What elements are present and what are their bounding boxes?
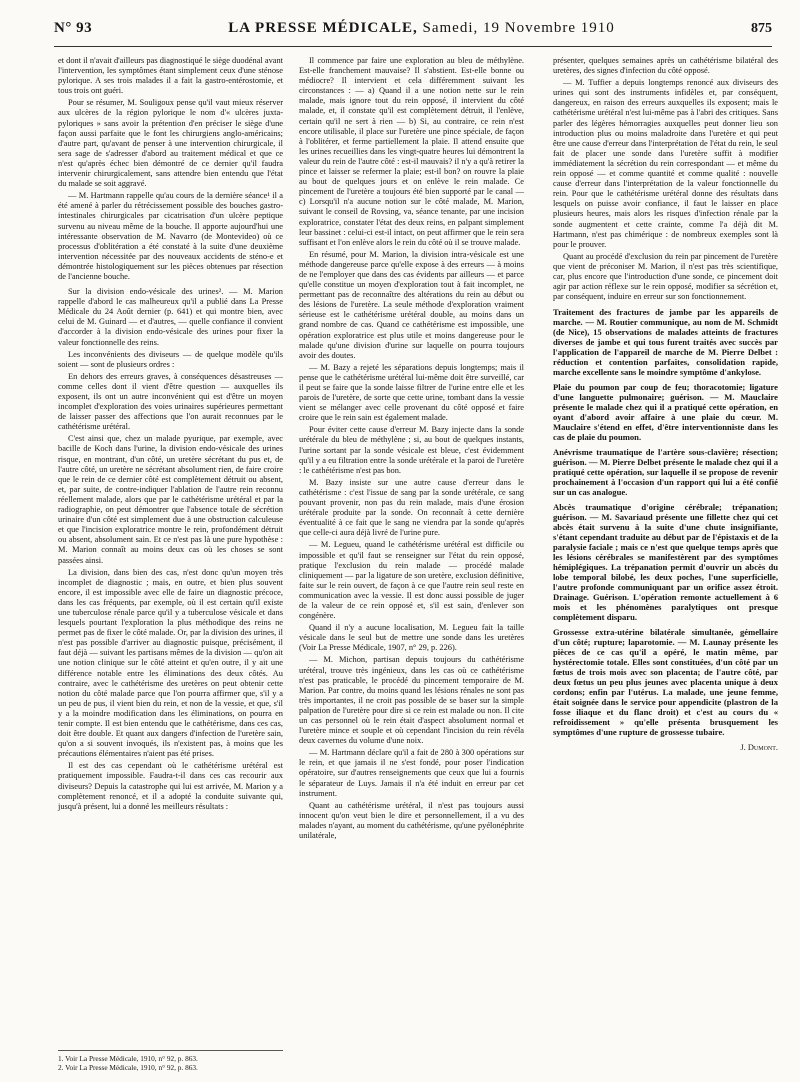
- column-1: [58, 56, 283, 814]
- footnotes: [58, 1050, 283, 1072]
- paragraph: — M. Hartmann rappelle qu'au cours de la dernière séance¹ il a été amené à parler du rétrécissement possible des bouches gastro-intestinales chirurgicales par cicatrisation d'un ulcère peptique survenu au niveau même de la bouche. Il apporte aujourd'hui une intéressante observation de M. Navarro (de Montevideo) où ce processus d'oblitération a été constaté à la suite d'une deuxième intervention nécessitée par des nouveaux accidents de sténo-e et démontrée histologiquement sur les pièces obtenues par résection de l'ancienne bouche.: [58, 191, 283, 281]
- paragraph: Pour se résumer, M. Souligoux pense qu'il vaut mieux réserver aux ulcères de la région pylorique le nom d'« ulcères juxta-pyloriques » sans avoir la prétention d'en préciser le siège d'une façon aussi parfaite que le font les chirurgiens anglo-américains; d'autre part, qu'avant de penser à une intervention chirurgicale, il sera sage de s'adresser d'abord au traitement médical et que ce n'est qu'après échec bien démontré de ce dernier qu'il faudra intervenir chirurgicalement, sans attendre bien entendu que l'état du malade se soit aggravé.: [58, 98, 283, 189]
- paragraph: et dont il n'avait d'ailleurs pas diagnostiqué le siège duodénal avant l'intervention, les symptômes étant simplement ceux d'une sténose pylorique. A ses trois malades il a fait la gastro-entérostomie, et tous trois ont guéri.: [58, 56, 283, 96]
- issue-number: N° 93: [54, 20, 93, 36]
- paragraph: Quant au procédé d'exclusion du rein par pincement de l'uretère que vient de préconiser M. Marion, il n'est pas très scientifique, car, plus encore que l'introduction d'une sonde, ce pincement doit agir par action réflexe sur le rein opposé, modifier sa sécrétion et, par conséquent, induire en erreur sur son fonctionnement.: [553, 251, 778, 302]
- paragraph: En résumé, pour M. Marion, la division intra-vésicale est une méthode dangereuse parce qu'elle expose à des erreurs — à moins de ne l'employer que dans des cas évidents par ailleurs — et parce qu'elle constitue un moyen d'exploration tout à fait incomplet, ne permettant pas de reconnaître des altérations du rein au début ou des lésions de l'uretère. La seule méthode d'exploration vraiment sérieuse est le cathétérisme urétéral double, au moins dans un grand nombre de cas. Quand ce cathétérisme est impossible, une opération exploratrice est plus utile et moins dangereuse pour le malade qu'une division d'urine sur laquelle on pourra toujours avoir des doutes.: [299, 249, 524, 360]
- footnote: 2. Voir La Presse Médicale, 1910, n° 92, p. 863.: [58, 1063, 198, 1072]
- page-header: [54, 20, 772, 47]
- paragraph: M. Bazy insiste sur une autre cause d'erreur dans le cathétérisme : c'est l'issue de sang par la sonde urétérale, ce sang pouvant provenir, non pas du rein malade, mais d'une érosion urétérale produite par la sonde. On reconnaît à cette dernière éventualité à ce fait que le sang ne viendra par la sonde qu'après que celle-ci aura déjà livré de l'urine pure.: [299, 477, 524, 538]
- paragraph: Pour éviter cette cause d'erreur M. Bazy injecte dans la sonde urétérale du bleu de méthylène ; si, au bout de quelques instants, l'urine sortant par la sonde vésicale est bleue, c'est évidemment qu'il y a eu filtration entre la sonde urétérale et la paroi de l'uretère : le cathétérisme n'est pas bon.: [299, 425, 524, 475]
- section-paragraph: Plaie du poumon par coup de feu; thoracotomie; ligature d'une languette pulmonaire; guérison. — M. Mauclaire présente le malade chez qui il a pratiqué cette opération, en oyant d'abord avoir affaire à une plaie du cœur. M. Mauclaire s'étend en effet, d'être interventionniste dans les cas de plaie du poumon.: [553, 382, 778, 443]
- paragraph: — M. Michon, partisan depuis toujours du cathétérisme urétéral, trouve très ingénieux, dans les cas où ce cathétérisme n'est pas praticable, le procédé du pincement temporaire de M. Marion. Par contre, du moins quand les lésions rénales ne sont pas très importantes, il ne croit pas possible de se baser sur la simple palpation de l'uretère pour dire si ce rein est malade ou non. Il cite un cas personnel où le rein était d'aspect absolument normal et l'uretère mince et souple et où cependant l'incision du rein révéla deux cavernes du volume d'une noix.: [299, 655, 524, 746]
- section-paragraph: Sur la division endo-vésicale des urines². — M. Marion rappelle d'abord le cas malheureux qu'il a publié dans La Presse Médicale du 24 Août dernier (p. 641) et qui montre bien, avec celui de M. Guinard — et d'autres, — quelle confiance il convient d'accorder à la division endo-vésicale des urines pour fixer la valeur fonctionnelle des reins.: [58, 287, 283, 347]
- paragraph: Quand il n'y a aucune localisation, M. Legueu fait la taille vésicale dans le seul but de mettre une sonde dans les uretères (Voir La Presse Médicale, 1907, n° 29, p. 226).: [299, 623, 524, 653]
- section-paragraph: Traitement des fractures de jambe par les appareils de marche. — M. Routier communique, au nom de M. Schmidt (de Nice), 15 observations de malades atteints de fractures diverses de jambe et qui tous furent traités avec succès par l'application de l'appareil de marche de M. Pierre Delbet : réduction et contention parfaites, consolidation rapide, marche excellente sans le moindre symptôme d'ankylose.: [553, 307, 778, 378]
- page-number: 875: [751, 21, 772, 36]
- section-paragraph: Abcès traumatique d'origine cérébrale; trépanation; guérison. — M. Savariaud présente une fillette chez qui cet abcès était survenu à la suite d'une chute insignifiante, s'étant cependant traduite au début par de l'épistaxis et de la paralysie faciale ; mais ce n'est que quelque temps après que les lésions cérébrales se manifestèrent par des symptômes hémiplégiques. La trépanation permit d'ouvrir un abcès du lobe temporal bilobé, les deux poches, l'une superficielle, l'autre profonde communiquant par un orifice assez étroit. Drainage. Guérison. L'opération remonte actuellement à 6 mois et les phénomènes paralytiques ont presque complètement disparu.: [553, 502, 778, 623]
- paragraph: Il est des cas cependant où le cathétérisme urétéral est pratiquement impossible. Faudra-t-il dans ces cas recourir aux diviseurs? Depuis la catastrophe qui lui est arrivée, M. Marion y a complètement renoncé, et il a adopté la conduite suivante qui, jusqu'à présent, lui a donné les meilleurs résultats :: [58, 761, 283, 811]
- issue-date: Samedi, 19 Novembre 1910: [422, 20, 615, 36]
- paragraph: — M. Legueu, quand le cathétérisme urétéral est difficile ou impossible et qu'il faut se renseigner sur l'état du rein opposé, pratique l'exclusion du rein malade — procédé malade cliniquement — par la ligature de son uretère, exclusion définitive, faite sur le rein ouvert, de façon à ce que l'autre rein seul reste en communication avec la vessie. Il est donc aussi possible de juger de la valeur de ce rein opposé et, s'il est sain, d'enlever son congénère.: [299, 540, 524, 621]
- footnote: 1. Voir La Presse Médicale, 1910, n° 92, p. 863.: [58, 1054, 198, 1063]
- column-3: [553, 56, 778, 753]
- paragraph: Les inconvénients des diviseurs — de quelque modèle qu'ils soient — sont de plusieurs ordres :: [58, 349, 283, 369]
- paragraph: La division, dans bien des cas, n'est donc qu'un moyen très incomplet de diagnostic ; mais, en outre, et bien plus souvent encore, il est impossible avec elle de faire un diagnostic précoce, dans les cas fréquents, par exemple, où il est certain qu'il existe une tuberculose rénale parce qu'il y a tuberculose vésicale et dans lesquels pourtant l'exploration la plus méthodique des reins ne permet pas de fixer le côté malade. Or, par la division des urines, il n'est pas possible d'arriver au diagnostic puisque, précisément, il faut déjà — suivant les partisans mêmes de la division — qu'on ait une notion clinique sur le côté atteint et qu'en outre, il y ait une différence notable entre les éliminations des deux côtés. Au contraire, avec le cathétérisme des uretères on peut obtenir cette notion du côté malade parce que l'on pourra affirmer que, s'il y a un peu de pus, il vient bien du rein, et non de la vessie, et que, s'il y a la moindre modification dans les éliminations, on pourra en tenir compte. Il est bien entendu que le cathétérisme, dans ces cas, doit être double. Et quant aux dangers d'infection de l'uretère sain, qu'on a si souvent invoqués, ils n'existent pas, à moins que les précautions élémentaires n'aient pas été prises.: [58, 567, 283, 759]
- paragraph: — M. Tuffier a depuis longtemps renoncé aux diviseurs des urines qui sont des instruments infidèles et, par conséquent, dangereux, en raison des erreurs auxquelles ils exposent; mais le cathétérisme urétéral n'est lui-même pas à l'abri des critiques. Sans parler des légères hémorragies auxquelles peut donner lieu son introduction plus ou moins maladroite dans l'uretère et qui peut être une cause d'erreur dans l'interprétation de l'état du rein, le seul fait de placer une sonde dans l'uretère suffit à modifier immédiatement la sécrétion du rein correspondant — et même du rein opposé — et comme quantité et comme qualité : nouvelle cause d'erreur dans l'interprétation de la valeur fonctionnelle du rein. Pour que le cathétérisme urétéral donne des résultats dans lesquels on puisse avoir confiance, il faut le laisser en place plusieurs heures, mais alors les risques d'infection rénale par la sonde augmentent et cette crainte, comme l'a déjà dit M. Hartmann, n'est pas chimérique : de nombreux exemples sont là pour le prouver.: [553, 78, 778, 249]
- author-signature: J. Dumont.: [740, 743, 778, 753]
- section-paragraph: Grossesse extra-utérine bilatérale simultanée, gémellaire d'un côté; rupture; laparotomie. — M. Launay présente les pièces de ce cas qu'il a opéré, le matin même, par hystérectomie totale. Elles sont constituées, d'un côté par un fœtus de trois mois avec son placenta; de l'autre côté, par deux fœtus un peu plus jeunes avec placenta unique à deux cordons; enfin par l'utérus. La malade, une jeune femme, était soignée dans le service pour appendicite (plastron de la fosse iliaque et du flanc droit) et c'est au cours du « refroidissement » qu'elle présenta brusquement les symptômes d'une rupture de grossesse tubaire.: [553, 627, 778, 738]
- paragraph: présenter, quelques semaines après un cathétérisme bilatéral des uretères, des signes d'infection du côté opposé.: [553, 56, 778, 76]
- paragraph: C'est ainsi que, chez un malade pyurique, par exemple, avec bacille de Koch dans l'urine, la division endo-vésicale des urines risque, en montrant, d'un côté, un uretère sécrétant du pus et, de l'autre côté, un uretère ne sécrétant absolument rien, de faire croire que le rein de ce dernier côté est complètement détruit ou absent, et, par suite, de contre-indiquer l'ablation de l'autre rein reconnu réellement malade, alors que par le cathétérisme urétéral et par la radiographie, on peut démontrer que l'absence totale de sécrétion urinaire d'un côté est simplement due à une obstruction calculeuse et que l'incision exploratrice montre le rein, profondément détruit ou absent, absolument sain. Et ce n'est pas là une pure hypothèse : M. Marion connaît au moins deux cas où les choses se sont passées ainsi.: [58, 434, 283, 565]
- column-2: [299, 56, 524, 843]
- paragraph: En dehors des erreurs graves, à conséquences désastreuses — comme celles dont il vient d'être question — auxquelles ils exposent, ils ont un autre inconvénient qui est d'être un moyen incomplet d'exploration des voies urinaires supérieures permettant de laisser passer des affections que l'on aurait reconnues par le cathétérisme urétéral.: [58, 371, 283, 432]
- journal-title: [228, 20, 615, 37]
- paragraph: Il commence par faire une exploration au bleu de méthylène. Est-elle franchement mauvaise? Il s'abstient. Est-elle bonne ou médiocre? Il intervient et cela différemment suivant les circonstances : — a) Quand il a une notion nette sur le rein malade, mais ignore tout du rein opposé, il intervient du côté malade, et, il constate qu'il est complètement détruit, il l'enlève, certain qu'il ne sert à rien — b) Si, au contraire, ce rein n'est encore utilisable, il place sur l'uretère une pince spéciale, de façon à l'oblitérer, et ferme partiellement la plaie. Il attend ensuite que les urines recueillies dans les vingt-quatre heures lui démontrent la valeur du rein de l'autre côté : est-il mauvais? il n'y a qu'à retirer la pince et laisser se refermer la plaie; est-il bon? on rouvre la plaie au bout de quelques jours et on enlève le rein malade. Ce pincement de l'uretère a toujours été bien supporté par le canal — c) Lorsqu'il n'a aucune notion sur le côté malade, M. Marion, suivant le conseil de Rovsing, va, séance tenante, par une incision exploratrice, constater l'état des deux reins, en palpant simplement leur bassinet : celui-ci est-il intact, on peut affirmer que le rein sera suffisant et l'on enlève alors le rein du côté où il se trouve malade.: [299, 56, 524, 247]
- journal-name: LA PRESSE MÉDICALE,: [228, 20, 418, 36]
- paragraph: Quant au cathétérisme urétéral, il n'est pas toujours aussi innocent qu'on veut bien le dire et personnellement, il a vu des malades n'ayant, au moment du cathétérisme, qu'une pyélonéphrite unilatérale,: [299, 800, 524, 841]
- paragraph: — M. Hartmann déclare qu'il a fait de 280 à 300 opérations sur le rein, et que jamais il ne s'est fondé, pour poser l'indication opératoire, sur d'autres renseignements que ceux que lui a fournis le séparateur de Luys. Jamais il n'a été induit en erreur par cet instrument.: [299, 748, 524, 798]
- section-paragraph: Anévrisme traumatique de l'artère sous-clavière; résection; guérison. — M. Pierre Delbet présente le malade chez qui il a pratiqué cette opération, sur laquelle il se propose de revenir prochainement à l'occasion d'un rapport qui lui a été confié sur un cas analogue.: [553, 447, 778, 498]
- paragraph: — M. Bazy a rejeté les séparations depuis longtemps; mais il pense que le cathétérisme urétéral lui-même doit être surveillé, car il peut se faire que la sonde laisse filtrer de l'urine entre elle et les parois de l'uretère, de sorte que cette urine, tombant dans la vessie vient se mélanger avec celle provenant du côté opposé et faire croire que le rein sain est également malade.: [299, 362, 524, 423]
